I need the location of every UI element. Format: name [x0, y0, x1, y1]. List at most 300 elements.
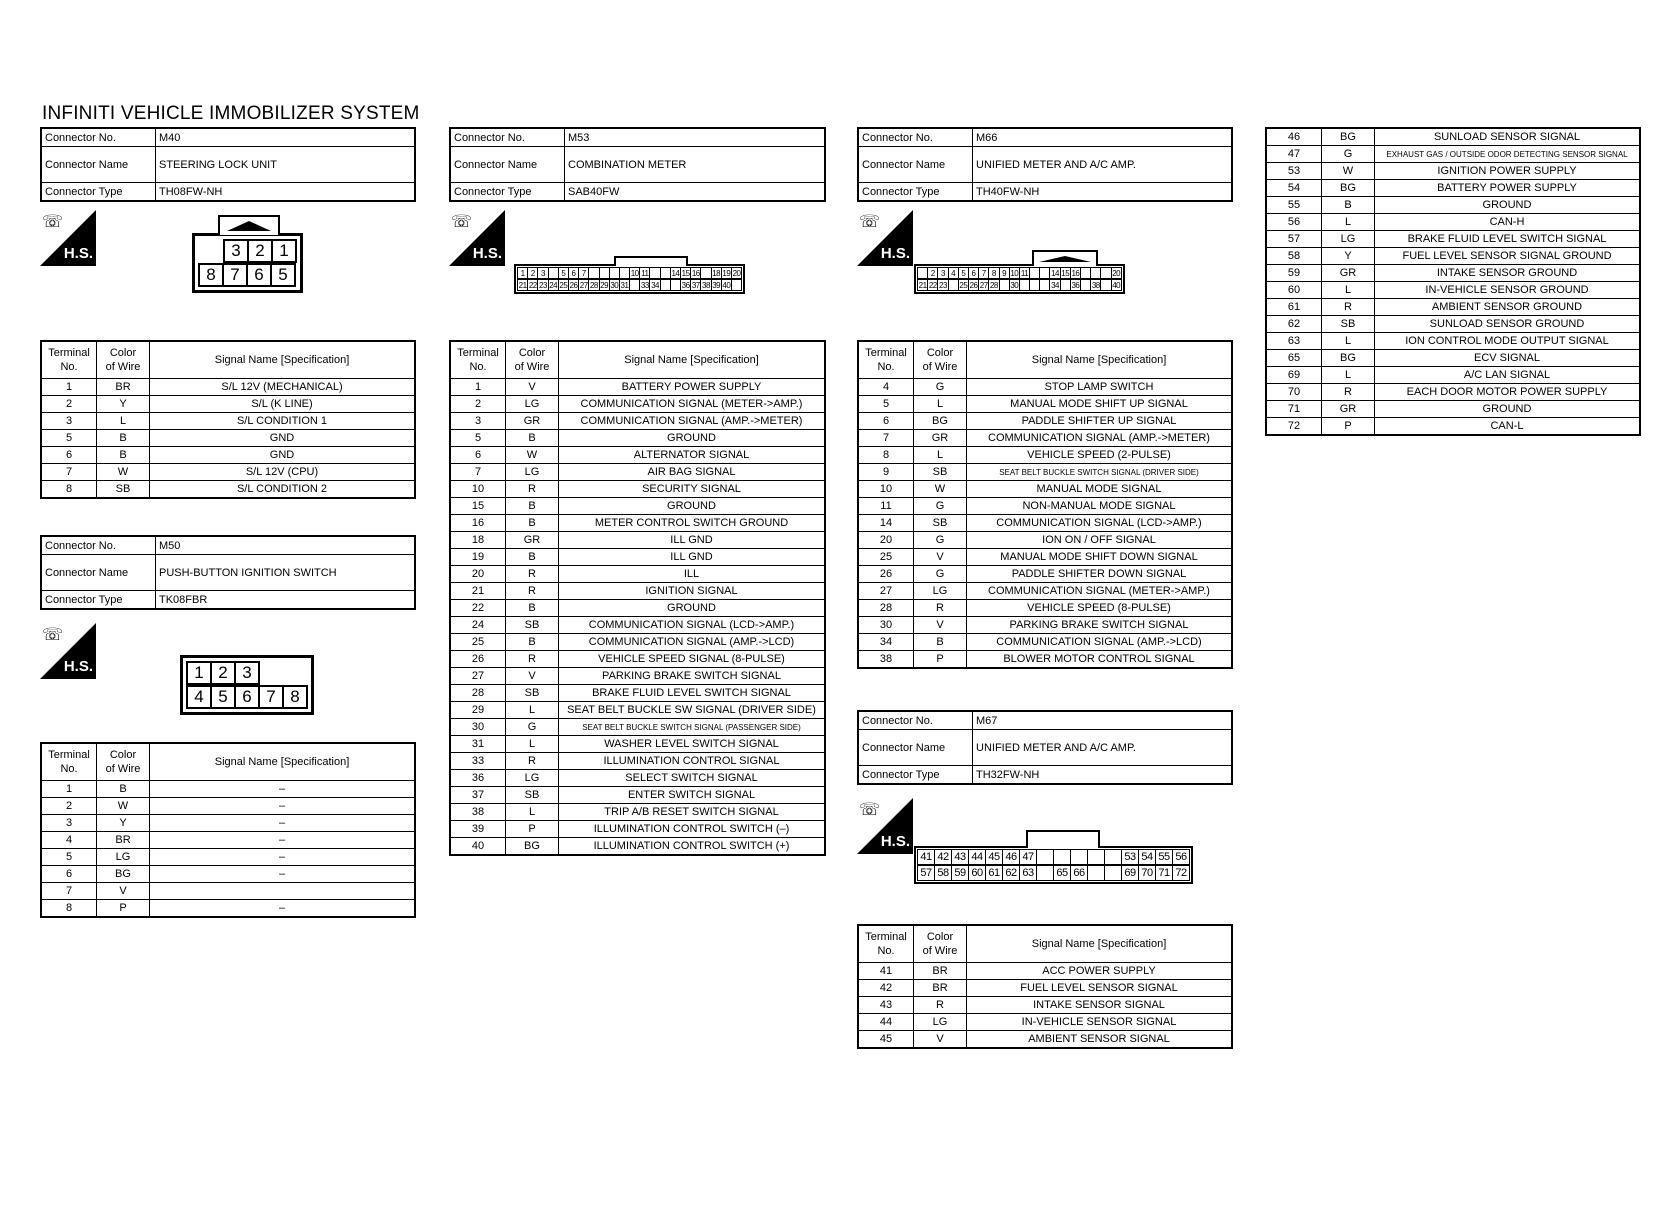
wire-color-cell: L [506, 736, 559, 753]
connector-pin-empty [731, 280, 741, 291]
table-row [1266, 384, 1640, 401]
terminal-no-cell: 4 [41, 832, 97, 849]
connector-pin: 7 [579, 268, 589, 279]
connector-pin: 5 [958, 268, 968, 279]
connector-pin: 2 [928, 268, 938, 279]
table-row [450, 600, 825, 617]
table-row [450, 634, 825, 651]
table-row [1266, 146, 1640, 163]
connector-pin: 21 [918, 280, 927, 290]
signal-name-cell: VEHICLE SPEED (2-PULSE) [967, 447, 1233, 464]
connector-pin-empty [1060, 280, 1070, 291]
terminal-no-cell: 15 [450, 498, 506, 515]
hs-icon: ☏ H.S. [40, 210, 96, 266]
terminal-no-cell: 30 [450, 719, 506, 736]
signal-name-cell: – [150, 815, 416, 832]
connector-pin-empty [589, 268, 599, 279]
wire-color-cell: P [506, 821, 559, 838]
signal-name-cell: COMMUNICATION SIGNAL (AMP.->METER) [559, 413, 826, 430]
signal-name-cell: – [150, 900, 416, 918]
connector-pin: 37 [691, 280, 700, 290]
terminal-no-cell: 7 [41, 883, 97, 900]
terminal-no-cell: 5 [41, 849, 97, 866]
connector-pin: 19 [722, 268, 731, 278]
wire-color-cell: W [506, 447, 559, 464]
connector-pin: 26 [969, 280, 978, 290]
signal-table-m66: Terminal No. Color of Wire Signal Name [Specification] 4 G STOP LAMP SWITCH 5 L MANUAL MODE SHIFT UP SIGNAL 6 BG PADDLE SHIFTER UP SIGNAL 7 GR COMMUNICATION SIGNAL (AMP.->METER) 8 L VEHICLE SPEED (2-PULSE) 9 SB SEAT BELT BUCKLE SWITCH SIGNAL (DRIVER SIDE) 10 W MANUAL MODE SIGNAL 11 G NON-MANUAL MODE SIGNAL 14 SB COMMUNICATION SIGNAL (LCD->AMP.) 20 G ION ON / OFF SIGNAL 25 V MANUAL MODE SHIFT DOWN SIGNAL 26 G PADDLE SHIFTER DOWN SIGNAL 27 LG COMMUNICATION SIGNAL (METER->AMP.) 28 R VEHICLE SPEED (8-PULSE) 30 V PARKING BRAKE SWITCH SIGNAL 34 B COMMUNICATION SIGNAL (AMP.->LCD) 38 P BLOWER MOTOR CONTROL SIGNAL [857, 340, 1233, 669]
wire-color-cell: B [914, 634, 967, 651]
connector-type: TH08FW-NH [156, 183, 416, 202]
terminal-no-cell: 56 [1266, 214, 1322, 231]
connector-pin: 55 [1156, 850, 1173, 865]
connector-no: M40 [156, 128, 416, 147]
connector-pin-empty [1105, 850, 1122, 865]
signal-name-cell: MANUAL MODE SHIFT UP SIGNAL [967, 396, 1233, 413]
table-row [450, 396, 825, 413]
wire-color-cell: B [506, 634, 559, 651]
connector-pin: 54 [1139, 850, 1156, 865]
signal-name-cell: SUNLOAD SENSOR GROUND [1375, 316, 1641, 333]
signal-name-cell: CAN-L [1375, 418, 1641, 436]
connector-pin: 2 [211, 662, 235, 684]
terminal-no-cell: 4 [858, 379, 914, 396]
signal-name-cell: EACH DOOR MOTOR POWER SUPPLY [1375, 384, 1641, 401]
label-connector-type: Connector Type [41, 183, 156, 202]
table-row [1266, 265, 1640, 282]
signal-name-cell: S/L 12V (MECHANICAL) [150, 379, 416, 396]
label-connector-no: Connector No. [41, 128, 156, 147]
table-row [450, 498, 825, 515]
wire-color-cell: G [914, 532, 967, 549]
terminal-no-cell: 45 [858, 1031, 914, 1049]
connector-pin: 22 [928, 280, 937, 290]
signal-name-cell: ILLUMINATION CONTROL SWITCH (–) [559, 821, 826, 838]
signal-name-cell: MANUAL MODE SIGNAL [967, 481, 1233, 498]
terminal-no-cell: 42 [858, 980, 914, 997]
connector-pin: 14 [1051, 268, 1059, 278]
signal-name-cell: S/L CONDITION 2 [150, 481, 416, 499]
connector-pin: 3 [224, 240, 248, 262]
terminal-no-cell: 5 [41, 430, 97, 447]
wire-color-cell: V [914, 617, 967, 634]
signal-name-cell: VEHICLE SPEED (8-PULSE) [967, 600, 1233, 617]
terminal-no-cell: 65 [1266, 350, 1322, 367]
connector-pin: 72 [1173, 866, 1190, 881]
terminal-no-cell: 25 [858, 549, 914, 566]
connector-info-m40 [40, 127, 416, 202]
table-row [858, 583, 1232, 600]
terminal-no-cell: 60 [1266, 282, 1322, 299]
signal-name-cell: ILL GND [559, 549, 826, 566]
wire-color-cell: G [914, 498, 967, 515]
terminal-no-cell: 36 [450, 770, 506, 787]
table-row [858, 1031, 1232, 1049]
signal-name-cell: IN-VEHICLE SENSOR SIGNAL [967, 1014, 1233, 1031]
wire-color-cell: B [97, 781, 150, 798]
connector-pin: 4 [948, 268, 958, 279]
table-row [1266, 197, 1640, 214]
table-row [41, 379, 415, 396]
wire-color-cell: LG [914, 1014, 967, 1031]
wire-color-cell: V [914, 549, 967, 566]
wire-color-cell: B [1322, 197, 1375, 214]
wire-color-cell: BG [1322, 350, 1375, 367]
terminal-no-cell: 57 [1266, 231, 1322, 248]
wire-color-cell: SB [506, 787, 559, 804]
wire-color-cell: R [506, 481, 559, 498]
table-row [858, 498, 1232, 515]
connector-pin: 59 [952, 866, 969, 881]
signal-name-cell: SEAT BELT BUCKLE SW SIGNAL (DRIVER SIDE) [559, 702, 826, 719]
connector-pin: 63 [1020, 866, 1037, 881]
connector-pin: 27 [979, 280, 988, 290]
connector-face-m53 [514, 264, 745, 294]
wire-color-cell: BG [914, 413, 967, 430]
connector-pin: 6 [968, 268, 978, 279]
terminal-no-cell: 18 [450, 532, 506, 549]
terminal-no-cell: 6 [450, 447, 506, 464]
column-1 [40, 127, 416, 914]
wire-color-cell: LG [914, 583, 967, 600]
terminal-no-cell: 1 [41, 379, 97, 396]
terminal-no-cell: 3 [41, 815, 97, 832]
signal-name-cell: AIR BAG SIGNAL [559, 464, 826, 481]
wire-color-cell: G [914, 379, 967, 396]
wire-color-cell: B [97, 430, 150, 447]
terminal-no-cell: 71 [1266, 401, 1322, 418]
table-row [1266, 367, 1640, 384]
wire-color-cell: R [506, 566, 559, 583]
table-row [450, 821, 825, 838]
table-row [1266, 248, 1640, 265]
wire-color-cell: W [914, 481, 967, 498]
wire-color-cell: L [1322, 367, 1375, 384]
terminal-no-cell: 6 [41, 447, 97, 464]
terminal-no-cell: 6 [858, 413, 914, 430]
connector-pin: 25 [559, 280, 568, 290]
wire-color-cell: R [506, 651, 559, 668]
terminal-no-cell: 43 [858, 997, 914, 1014]
connector-pin-empty [1071, 850, 1088, 865]
signal-name-cell: COMMUNICATION SIGNAL (LCD->AMP.) [967, 515, 1233, 532]
terminal-no-cell: 54 [1266, 180, 1322, 197]
connector-pin: 34 [1051, 280, 1059, 290]
table-row [450, 838, 825, 856]
table-row [41, 464, 415, 481]
table-row [858, 481, 1232, 498]
terminal-no-cell: 61 [1266, 299, 1322, 316]
wire-color-cell: BR [914, 963, 967, 980]
connector-pin-empty [1081, 280, 1091, 291]
wire-color-cell: G [1322, 146, 1375, 163]
signal-name-cell: INTAKE SENSOR GROUND [1375, 265, 1641, 282]
connector-pin: 5 [558, 268, 568, 279]
table-row [41, 396, 415, 413]
signal-name-cell: PADDLE SHIFTER DOWN SIGNAL [967, 566, 1233, 583]
signal-name-cell: GROUND [559, 498, 826, 515]
wire-color-cell: B [506, 430, 559, 447]
connector-pin-empty [599, 268, 609, 279]
hs-icon: ☏ H.S. [857, 210, 913, 266]
connector-face-m50 [180, 655, 314, 715]
terminal-no-cell: 5 [858, 396, 914, 413]
signal-name-cell: COMMUNICATION SIGNAL (AMP.->LCD) [559, 634, 826, 651]
terminal-no-cell: 7 [858, 430, 914, 447]
terminal-no-cell: 63 [1266, 333, 1322, 350]
wire-color-cell: V [506, 379, 559, 396]
connector-pin: 2 [528, 268, 538, 279]
connector-pin-empty [1019, 280, 1029, 291]
terminal-no-cell: 21 [450, 583, 506, 600]
terminal-no-cell: 39 [450, 821, 506, 838]
connector-pin: 16 [691, 268, 700, 278]
table-row [1266, 214, 1640, 231]
terminal-no-cell: 7 [450, 464, 506, 481]
terminal-no-cell: 10 [858, 481, 914, 498]
wire-color-cell: L [1322, 214, 1375, 231]
table-row [41, 883, 415, 900]
table-row [858, 980, 1232, 997]
wire-color-cell: B [97, 447, 150, 464]
terminal-no-cell: 72 [1266, 418, 1322, 436]
connector-pin: 53 [1122, 850, 1139, 865]
signal-name-cell: COMMUNICATION SIGNAL (METER->AMP.) [967, 583, 1233, 600]
wire-color-cell: R [914, 600, 967, 617]
signal-name-cell: BRAKE FLUID LEVEL SWITCH SIGNAL [1375, 231, 1641, 248]
table-row [450, 736, 825, 753]
connector-pin: 29 [600, 280, 609, 290]
signal-name-cell: MANUAL MODE SHIFT DOWN SIGNAL [967, 549, 1233, 566]
table-row [450, 617, 825, 634]
connector-pin: 71 [1156, 866, 1173, 881]
terminal-no-cell: 2 [450, 396, 506, 413]
wire-color-cell: W [97, 798, 150, 815]
signal-name-cell: IGNITION POWER SUPPLY [1375, 163, 1641, 180]
signal-name-cell: IN-VEHICLE SENSOR GROUND [1375, 282, 1641, 299]
terminal-no-cell: 33 [450, 753, 506, 770]
terminal-no-cell: 26 [858, 566, 914, 583]
wire-color-cell: GR [506, 532, 559, 549]
terminal-no-cell: 44 [858, 1014, 914, 1031]
connector-pin: 6 [235, 686, 259, 708]
terminal-no-cell: 28 [858, 600, 914, 617]
signal-name-cell: ILLUMINATION CONTROL SIGNAL [559, 753, 826, 770]
signal-name-cell: FUEL LEVEL SENSOR SIGNAL [967, 980, 1233, 997]
table-row [450, 515, 825, 532]
hs-icon: ☏ H.S. [449, 210, 505, 266]
terminal-no-cell: 14 [858, 515, 914, 532]
signal-name-cell: ENTER SWITCH SIGNAL [559, 787, 826, 804]
wire-color-cell: SB [506, 685, 559, 702]
wire-color-cell: BR [914, 980, 967, 997]
hs-icon: ☏ H.S. [857, 798, 913, 854]
terminal-no-cell: 34 [858, 634, 914, 651]
table-row [450, 685, 825, 702]
connector-pin: 6 [568, 268, 578, 279]
wire-color-cell: G [506, 719, 559, 736]
signal-name-cell: IGNITION SIGNAL [559, 583, 826, 600]
signal-name-cell: AMBIENT SENSOR SIGNAL [967, 1031, 1233, 1049]
wire-color-cell: BG [1322, 128, 1375, 146]
terminal-no-cell: 2 [41, 798, 97, 815]
connector-pin: 3 [938, 268, 948, 279]
signal-name-cell: ILLUMINATION CONTROL SWITCH (+) [559, 838, 826, 856]
connector-pin: 62 [1003, 866, 1020, 881]
table-row [41, 430, 415, 447]
connector-pin: 34 [651, 280, 659, 290]
signal-name-cell: – [150, 781, 416, 798]
signal-name-cell: S/L CONDITION 1 [150, 413, 416, 430]
wire-color-cell: GR [1322, 401, 1375, 418]
signal-name-cell: BATTERY POWER SUPPLY [559, 379, 826, 396]
connector-pin-empty [701, 268, 711, 279]
wire-color-cell: W [97, 464, 150, 481]
table-row [41, 781, 415, 798]
connector-pin: 36 [681, 280, 690, 290]
wire-color-cell: BG [1322, 180, 1375, 197]
connector-pin: 21 [518, 280, 527, 290]
table-row [1266, 231, 1640, 248]
wire-color-cell: P [1322, 418, 1375, 436]
wire-color-cell: L [506, 702, 559, 719]
terminal-no-cell: 29 [450, 702, 506, 719]
signal-name-cell: – [150, 849, 416, 866]
connector-pin: 23 [539, 280, 547, 290]
wire-color-cell: SB [1322, 316, 1375, 333]
connector-pin: 45 [986, 850, 1003, 865]
connector-pin-empty [630, 280, 640, 291]
terminal-no-cell: 38 [858, 651, 914, 669]
connector-pin-empty [548, 268, 558, 279]
wire-color-cell: R [506, 753, 559, 770]
table-row [1266, 418, 1640, 436]
signal-name-cell: ILL GND [559, 532, 826, 549]
terminal-no-cell: 10 [450, 481, 506, 498]
table-row [858, 379, 1232, 396]
connector-pin: 8 [283, 686, 307, 708]
connector-pin: 11 [1020, 268, 1029, 278]
table-row [858, 413, 1232, 430]
table-row [1266, 401, 1640, 418]
table-row [858, 549, 1232, 566]
connector-pin: 38 [1091, 280, 1100, 290]
terminal-no-cell: 1 [41, 781, 97, 798]
signal-name-cell: – [150, 798, 416, 815]
connector-pin-empty [1054, 850, 1071, 865]
connector-pin: 30 [1010, 280, 1019, 290]
wire-color-cell: L [1322, 282, 1375, 299]
terminal-no-cell: 1 [450, 379, 506, 396]
signal-name-cell: GND [150, 447, 416, 464]
wire-color-cell: Y [97, 815, 150, 832]
signal-name-cell: S/L 12V (CPU) [150, 464, 416, 481]
connector-pin: 66 [1071, 866, 1088, 881]
signal-name-cell: WASHER LEVEL SWITCH SIGNAL [559, 736, 826, 753]
connector-pin: 8 [199, 264, 223, 286]
wire-color-cell: R [1322, 384, 1375, 401]
table-row [858, 1014, 1232, 1031]
signal-name-cell: GND [150, 430, 416, 447]
connector-pin: 60 [969, 866, 986, 881]
terminal-no-cell: 59 [1266, 265, 1322, 282]
terminal-no-cell: 41 [858, 963, 914, 980]
signal-name-cell: FUEL LEVEL SENSOR SIGNAL GROUND [1375, 248, 1641, 265]
wire-color-cell: SB [914, 464, 967, 481]
table-row [450, 787, 825, 804]
connector-pin: 3 [235, 662, 259, 684]
connector-pin: 10 [1010, 268, 1019, 278]
wire-color-cell: W [1322, 163, 1375, 180]
connector-pin: 61 [986, 866, 1003, 881]
table-row [1266, 350, 1640, 367]
wire-color-cell: SB [97, 481, 150, 499]
wire-color-cell: BR [97, 832, 150, 849]
wire-color-cell: R [914, 997, 967, 1014]
table-row [41, 413, 415, 430]
connector-pin: 20 [1112, 268, 1121, 278]
wire-color-cell: B [506, 549, 559, 566]
connector-pin-empty [1040, 268, 1050, 279]
table-row [858, 617, 1232, 634]
table-row [1266, 316, 1640, 333]
connector-pin-empty [1101, 268, 1111, 279]
wire-color-cell: V [506, 668, 559, 685]
connector-pin: 58 [935, 866, 952, 881]
connector-pin-empty [948, 280, 958, 291]
table-row [858, 997, 1232, 1014]
signal-name-cell: ALTERNATOR SIGNAL [559, 447, 826, 464]
connector-pin: 47 [1020, 850, 1037, 865]
connector-pin: 44 [969, 850, 986, 865]
signal-name-cell: COMMUNICATION SIGNAL (METER->AMP.) [559, 396, 826, 413]
connector-face-m67 [914, 846, 1193, 884]
connector-pin-empty [1037, 850, 1054, 865]
terminal-no-cell: 69 [1266, 367, 1322, 384]
terminal-no-cell: 27 [858, 583, 914, 600]
signal-name-cell: A/C LAN SIGNAL [1375, 367, 1641, 384]
wire-color-cell: L [914, 447, 967, 464]
terminal-no-cell: 3 [450, 413, 506, 430]
table-row [450, 753, 825, 770]
table-row [1266, 333, 1640, 350]
table-row [858, 532, 1232, 549]
connector-pin: 7 [259, 686, 283, 708]
wire-color-cell: GR [914, 430, 967, 447]
wire-color-cell: B [506, 498, 559, 515]
signal-name-cell: COMMUNICATION SIGNAL (LCD->AMP.) [559, 617, 826, 634]
connector-pin-empty [1040, 280, 1050, 291]
terminal-no-cell: 24 [450, 617, 506, 634]
column-2 [449, 127, 826, 852]
wire-color-cell: BR [97, 379, 150, 396]
connector-pin: 23 [939, 280, 947, 290]
connector-pin: 7 [223, 264, 247, 286]
connector-pin: 25 [959, 280, 968, 290]
signal-name-cell: ACC POWER SUPPLY [967, 963, 1233, 980]
wire-color-cell: R [506, 583, 559, 600]
terminal-no-cell: 5 [450, 430, 506, 447]
signal-name-cell [150, 883, 416, 900]
terminal-no-cell: 58 [1266, 248, 1322, 265]
connector-pin: 11 [641, 268, 649, 278]
table-row [450, 532, 825, 549]
connector-pin: 69 [1122, 866, 1139, 881]
connector-pin: 5 [211, 686, 235, 708]
wire-color-cell: R [1322, 299, 1375, 316]
table-row [450, 804, 825, 821]
table-row [41, 832, 415, 849]
wire-color-cell: Y [97, 396, 150, 413]
